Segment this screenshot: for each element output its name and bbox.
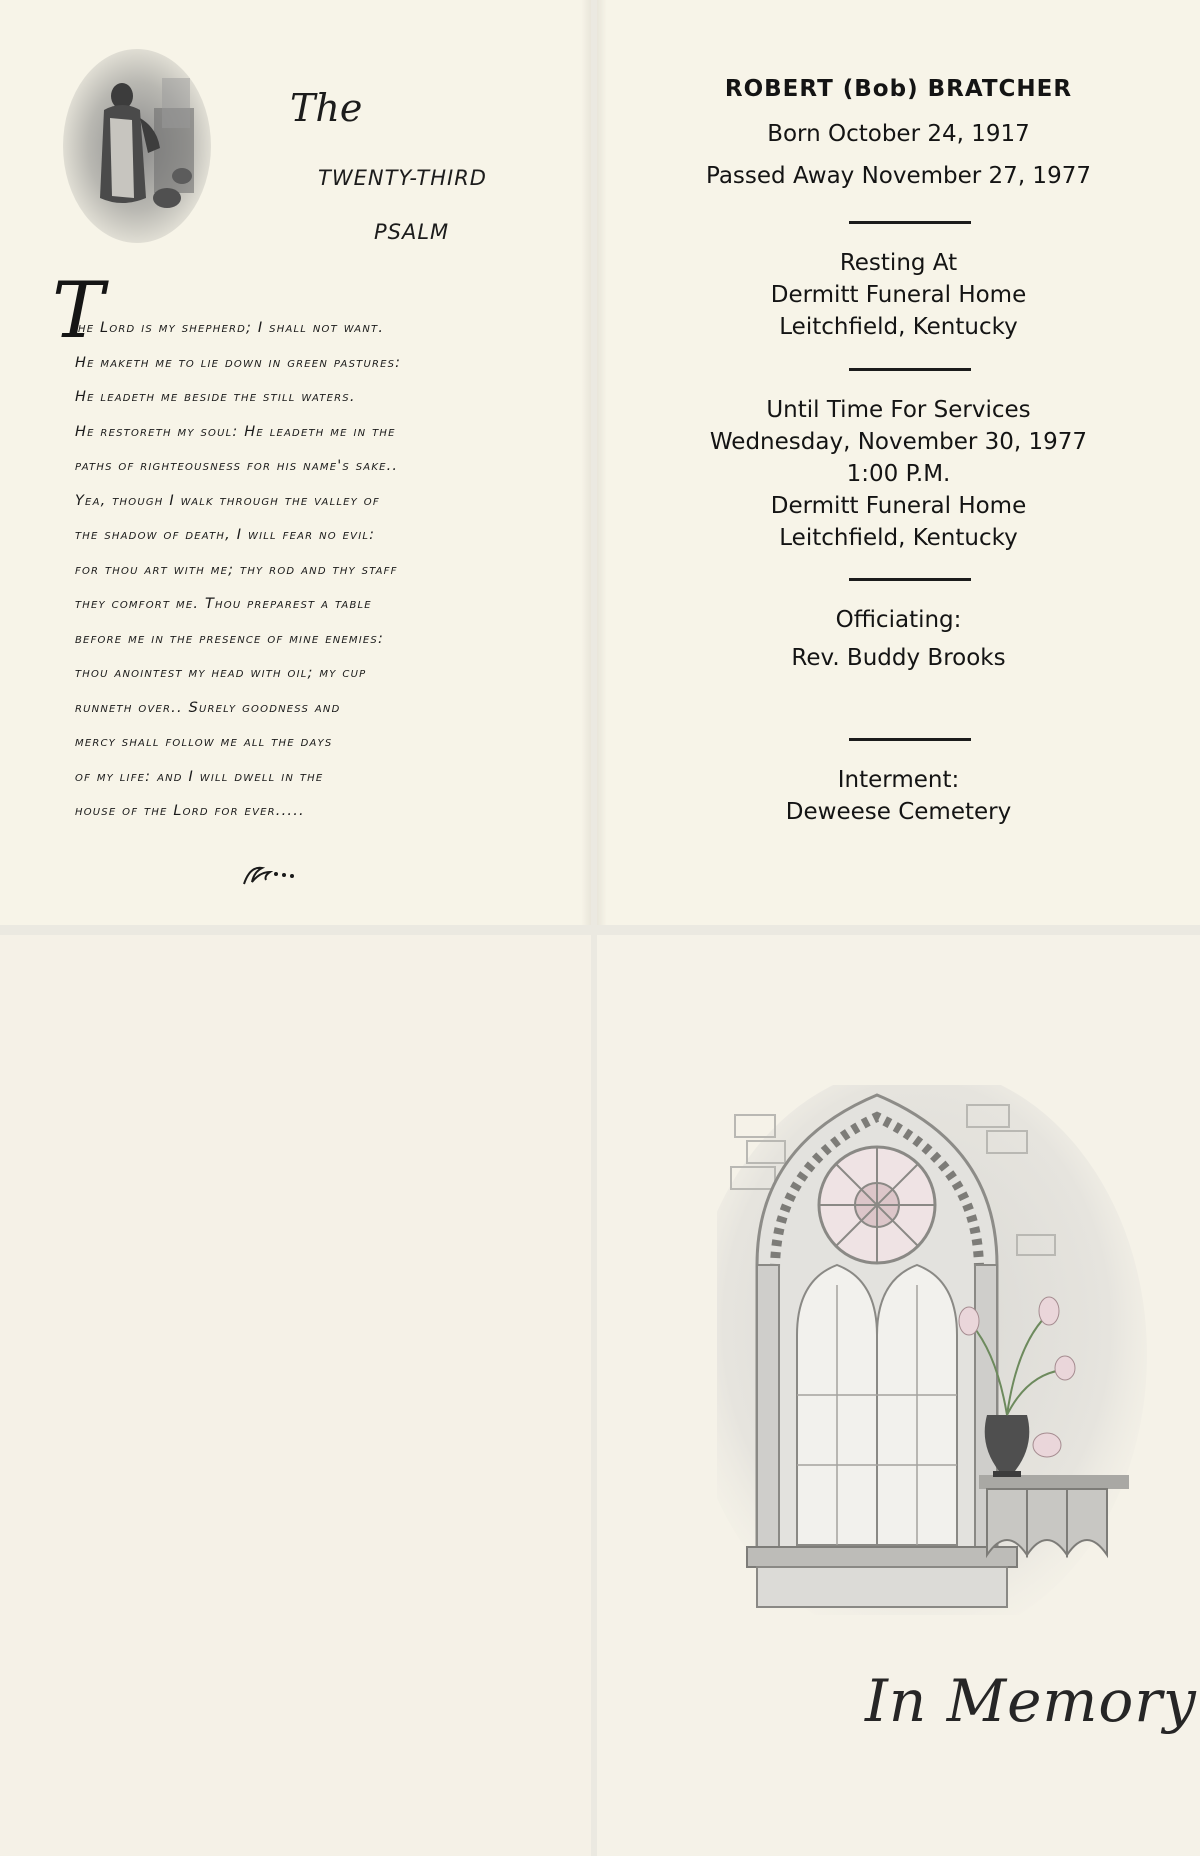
psalm-text: [75, 320, 515, 838]
services-date: Wednesday, November 30, 1977: [709, 429, 1088, 455]
psalm-title-number: TWENTY-THIRD: [318, 166, 487, 190]
psalm-line: he Lord is my shepherd; I shall not want.: [78, 320, 385, 336]
psalm-line: He maketh me to lie down in green pastures:: [75, 354, 402, 371]
psalm-line: for thou art with me; thy rod and thy staff: [75, 561, 398, 578]
death-date: Passed Away November 27, 1977: [706, 163, 1091, 189]
psalm-line: runneth over.. Surely goodness and: [75, 699, 341, 716]
interment-label: Interment:: [837, 767, 960, 793]
divider-rule: [849, 221, 971, 224]
resting-home: Dermitt Funeral Home: [770, 282, 1027, 308]
divider-rule: [849, 578, 971, 581]
psalm-title-the: The: [290, 86, 363, 130]
resting-label: Resting At: [839, 250, 958, 276]
psalm-line: house of the Lord for ever.....: [75, 803, 305, 819]
psalm-line: He restoreth my soul: He leadeth me in the: [75, 423, 396, 440]
jesus-shepherd-illustration: [62, 48, 212, 243]
services-home: Dermitt Funeral Home: [770, 493, 1027, 519]
psalm-line: mercy shall follow me all the days: [75, 734, 333, 750]
resting-block: [597, 247, 1200, 343]
psalm-title-word: PSALM: [374, 220, 450, 244]
birth-date: Born October 24, 1917: [767, 121, 1030, 147]
cemetery-name: Deweese Cemetery: [785, 799, 1012, 825]
officiant-name: Rev. Buddy Brooks: [791, 645, 1006, 671]
cover-page: [597, 935, 1200, 1856]
resting-city: Leitchfield, Kentucky: [779, 314, 1018, 340]
officiating-block: [597, 604, 1200, 674]
psalm-dropcap: T: [52, 266, 105, 356]
divider-rule: [849, 738, 971, 741]
psalm-line: they comfort me. Thou preparest a table: [75, 596, 372, 612]
back-page: [0, 935, 591, 1856]
interment-block: [597, 764, 1200, 828]
psalm-line: paths of righteousness for his name's sake..: [75, 458, 399, 474]
psalm-line: before me in the presence of mine enemies:: [75, 630, 385, 647]
deceased-name: ROBERT (Bob) BRATCHER: [724, 76, 1073, 102]
services-label: Until Time For Services: [766, 397, 1031, 423]
psalm-line: thou anointest my head with oil; my cup: [75, 665, 367, 681]
psalm-line: Yea, though I walk through the valley of: [75, 492, 380, 509]
fold-shadow: [581, 0, 591, 925]
cover-title: In Memory: [865, 1667, 1197, 1735]
officiating-label: Officiating:: [835, 607, 962, 633]
gothic-window-illustration: [717, 1085, 1147, 1615]
psalm-line: He leadeth me beside the still waters.: [75, 389, 356, 405]
divider-rule: [849, 368, 971, 371]
obituary-page: [597, 0, 1200, 925]
services-city: Leitchfield, Kentucky: [779, 525, 1018, 551]
flourish-ornament: [240, 858, 302, 888]
services-time: 1:00 P.M.: [846, 461, 951, 487]
services-block: [597, 394, 1200, 554]
psalm-page: [0, 0, 591, 925]
psalm-line: the shadow of death, I will fear no evil:: [75, 527, 376, 543]
psalm-line: of my life: and I will dwell in the: [75, 768, 324, 785]
